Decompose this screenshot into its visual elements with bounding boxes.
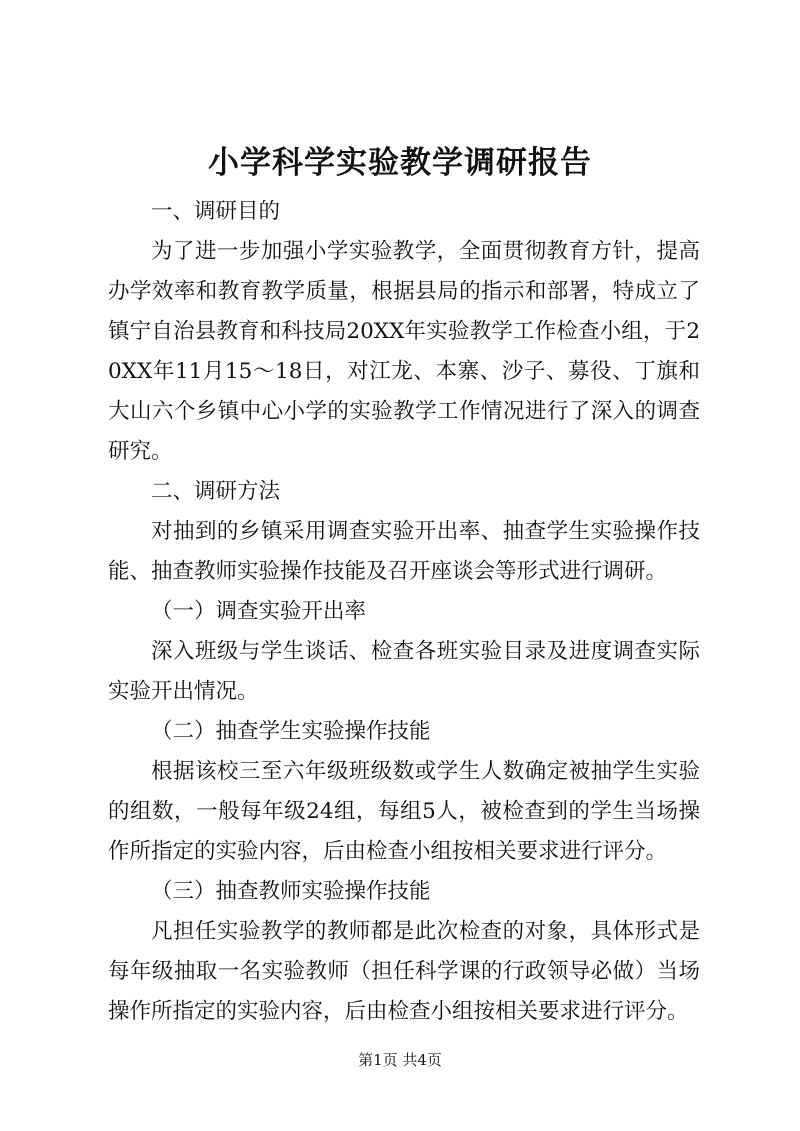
page-footer: 第1页 共4页	[358, 1051, 442, 1069]
paragraph-experiment-rate: 深入班级与学生谈话、检查各班实验目录及进度调查实际实验开出情况。	[108, 639, 700, 704]
paragraph-purpose: 为了进一步加强小学实验教学，全面贯彻教育方针，提高办学效率和教育教学质量，根据县局的指示和部署，特成立了镇宁自治县教育和科技局20XX年实验教学工作检查小组，于20XX年11月15～18日，对江龙、本寨、沙子、募役、丁旗和大山六个乡镇中心小学的实验教学工作情况进行了深入的调查研究。	[108, 239, 700, 464]
subheading-teacher-skills: （三）抽查教师实验操作技能	[151, 879, 431, 904]
section-heading-method: 二、调研方法	[151, 479, 281, 504]
paragraph-method: 对抽到的乡镇采用调查实验开出率、抽查学生实验操作技能、抽查教师实验操作技能及召开座谈会等形式进行调研。	[108, 519, 700, 584]
paragraph-teacher-skills: 凡担任实验教学的教师都是此次检查的对象，具体形式是每年级抽取一名实验教师（担任科学课的行政领导必做）当场操作所指定的实验内容，后由检查小组按相关要求进行评分。	[108, 919, 700, 1024]
document-body	[108, 192, 700, 1032]
subheading-experiment-rate: （一）调查实验开出率	[151, 599, 367, 624]
document-title: 小学科学实验教学调研报告	[208, 145, 592, 181]
paragraph-student-skills: 根据该校三至六年级班级数或学生人数确定被抽学生实验的组数，一般每年级24组，每组5人，被检查到的学生当场操作所指定的实验内容，后由检查小组按相关要求进行评分。	[108, 759, 700, 864]
section-heading-purpose: 一、调研目的	[151, 199, 281, 224]
subheading-student-skills: （二）抽查学生实验操作技能	[151, 719, 431, 744]
